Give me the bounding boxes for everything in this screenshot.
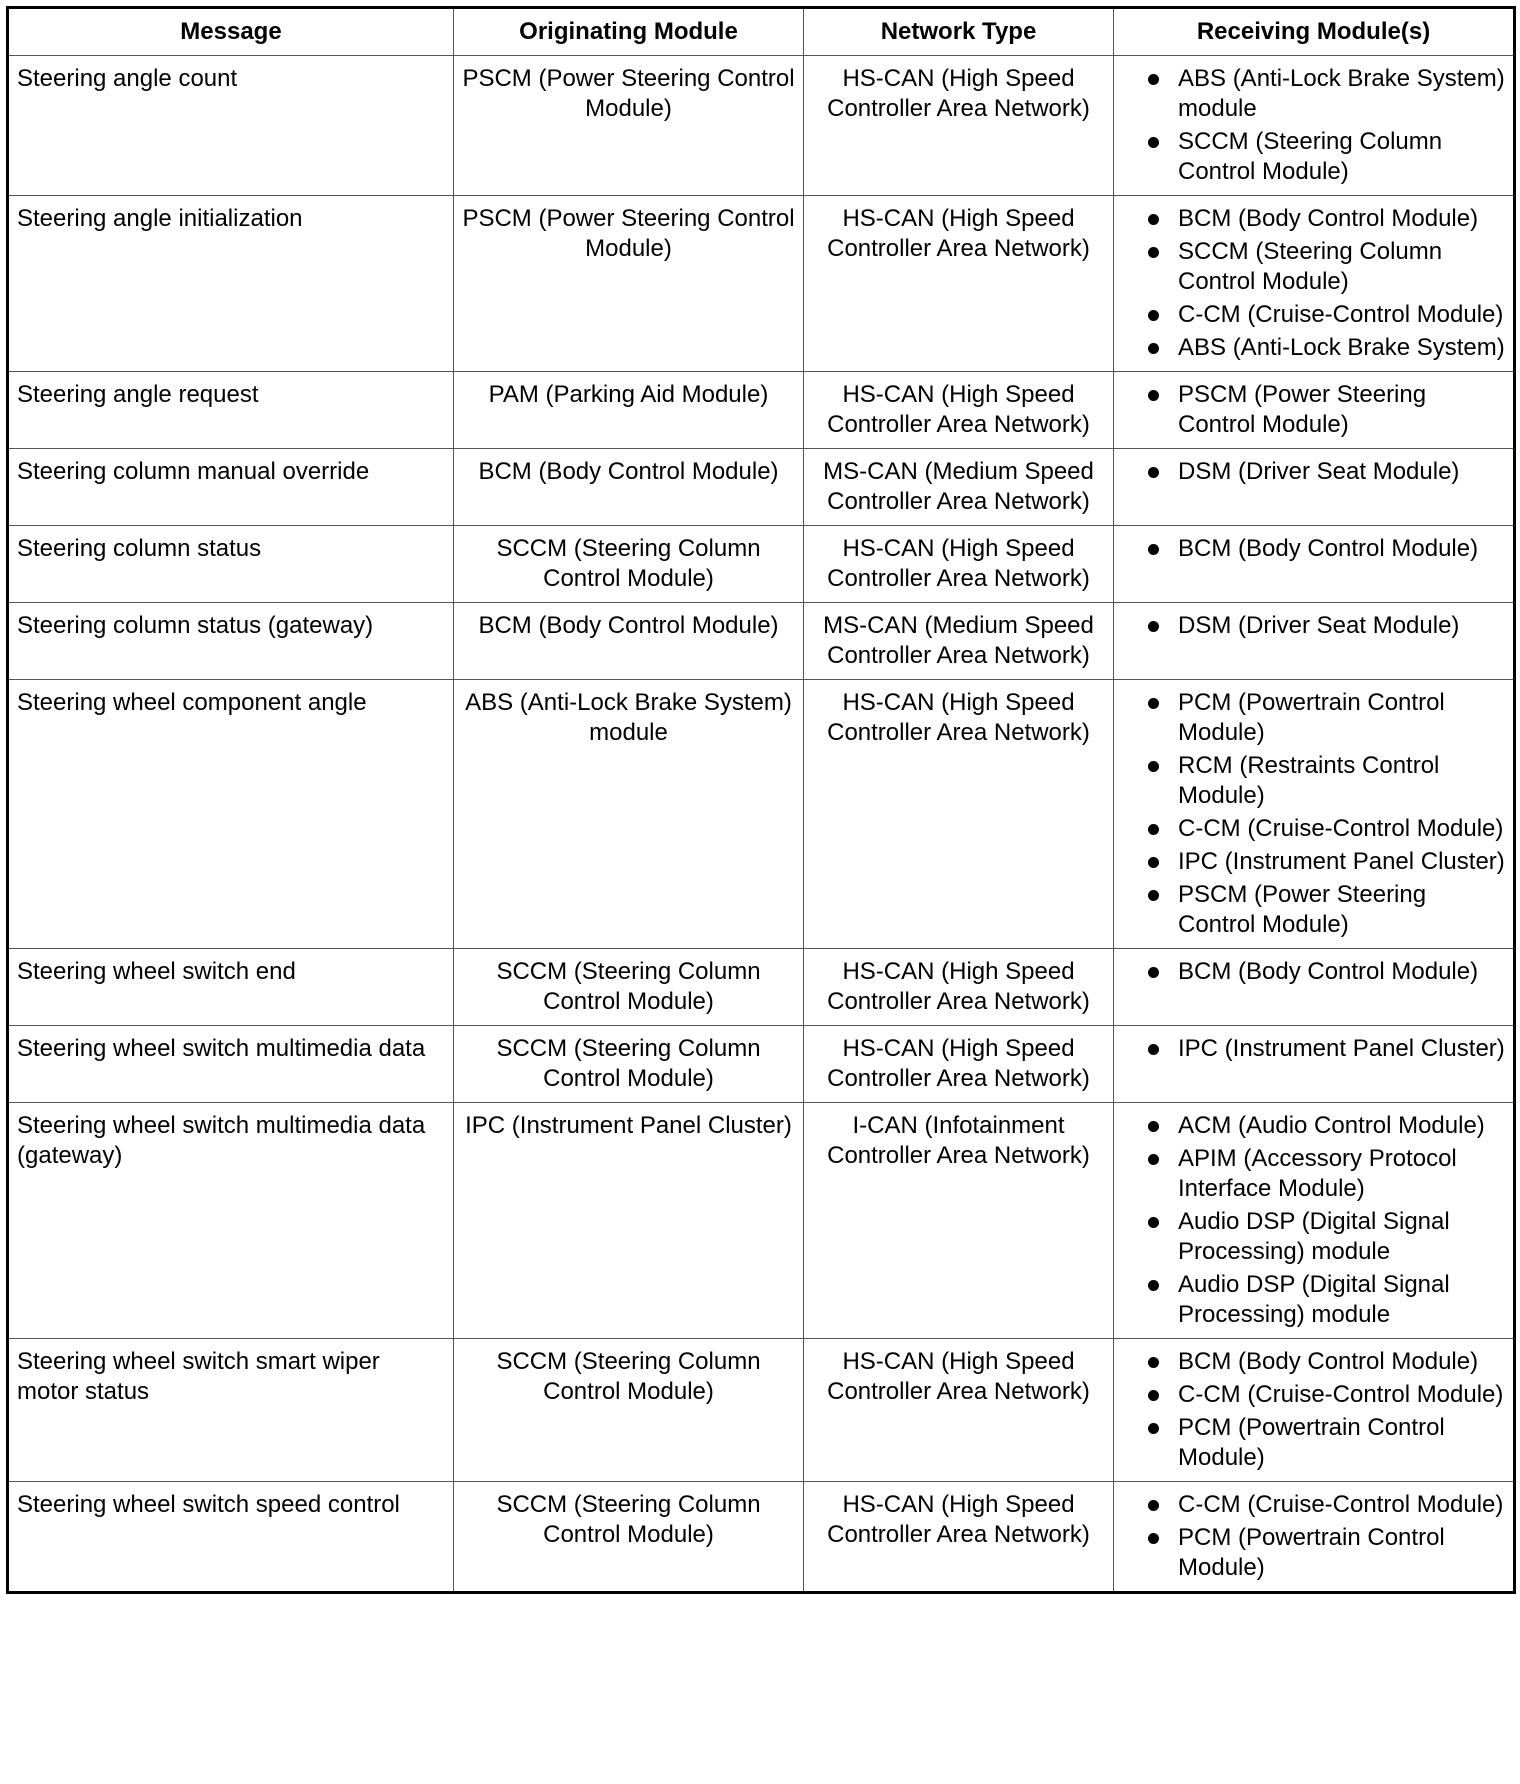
- message-cell: Steering wheel component angle: [8, 680, 454, 949]
- receiving-module-label: PCM (Powertrain Control Module): [1178, 1524, 1445, 1581]
- receiving-module-item: [1122, 751, 1505, 811]
- receiving-module-item: [1122, 457, 1505, 487]
- header-message: Message: [8, 8, 454, 56]
- receiving-modules-cell: [1114, 1482, 1515, 1593]
- message-cell: Steering column status (gateway): [8, 603, 454, 680]
- bullet-icon: [1148, 310, 1159, 321]
- receiving-module-item: [1122, 380, 1505, 440]
- bullet-icon: [1148, 698, 1159, 709]
- message-cell: Steering wheel switch speed control: [8, 1482, 454, 1593]
- originating-module-cell: SCCM (Steering Column Control Module): [454, 1339, 804, 1482]
- table-row: [8, 372, 1515, 449]
- message-cell: Steering wheel switch end: [8, 949, 454, 1026]
- receiving-module-label: ACM (Audio Control Module): [1178, 1112, 1485, 1139]
- table-row: [8, 680, 1515, 949]
- receiving-modules-cell: [1114, 372, 1515, 449]
- bullet-icon: [1148, 1154, 1159, 1165]
- originating-module-cell: PSCM (Power Steering Control Module): [454, 196, 804, 372]
- receiving-module-item: [1122, 204, 1505, 234]
- receiving-module-item: [1122, 1144, 1505, 1204]
- network-type-cell: I-CAN (Infotainment Controller Area Network): [804, 1103, 1114, 1339]
- receiving-modules-cell: [1114, 526, 1515, 603]
- bullet-icon: [1148, 390, 1159, 401]
- receiving-module-list: [1122, 1490, 1505, 1583]
- table-row: [8, 949, 1515, 1026]
- receiving-modules-cell: [1114, 1103, 1515, 1339]
- receiving-modules-cell: [1114, 1339, 1515, 1482]
- receiving-modules-cell: [1114, 603, 1515, 680]
- receiving-module-label: ABS (Anti-Lock Brake System) module: [1178, 65, 1505, 122]
- message-cell: Steering column status: [8, 526, 454, 603]
- receiving-module-label: BCM (Body Control Module): [1178, 535, 1479, 562]
- receiving-module-label: IPC (Instrument Panel Cluster): [1178, 1035, 1505, 1062]
- receiving-module-item: [1122, 688, 1505, 748]
- document-page: [6, 6, 1513, 1594]
- receiving-modules-cell: [1114, 56, 1515, 196]
- bullet-icon: [1148, 1357, 1159, 1368]
- table-row: [8, 526, 1515, 603]
- receiving-modules-cell: [1114, 680, 1515, 949]
- message-cell: Steering wheel switch smart wiper motor status: [8, 1339, 454, 1482]
- bullet-icon: [1148, 74, 1159, 85]
- table-body: [8, 56, 1515, 1593]
- receiving-module-list: [1122, 1347, 1505, 1473]
- receiving-module-label: C-CM (Cruise-Control Module): [1178, 301, 1504, 328]
- receiving-module-item: [1122, 1347, 1505, 1377]
- receiving-modules-cell: [1114, 196, 1515, 372]
- receiving-module-list: [1122, 64, 1505, 187]
- bullet-icon: [1148, 1217, 1159, 1228]
- receiving-module-label: SCCM (Steering Column Control Module): [1178, 238, 1443, 295]
- message-table: [6, 6, 1516, 1594]
- message-cell: Steering wheel switch multimedia data: [8, 1026, 454, 1103]
- network-type-cell: HS-CAN (High Speed Controller Area Network): [804, 1339, 1114, 1482]
- network-type-cell: HS-CAN (High Speed Controller Area Network): [804, 372, 1114, 449]
- receiving-module-label: C-CM (Cruise-Control Module): [1178, 1491, 1504, 1518]
- receiving-module-label: ABS (Anti-Lock Brake System): [1178, 334, 1505, 361]
- originating-module-cell: ABS (Anti-Lock Brake System) module: [454, 680, 804, 949]
- originating-module-cell: BCM (Body Control Module): [454, 603, 804, 680]
- receiving-module-label: C-CM (Cruise-Control Module): [1178, 815, 1504, 842]
- header-receiving-modules: Receiving Module(s): [1114, 8, 1515, 56]
- receiving-modules-cell: [1114, 449, 1515, 526]
- bullet-icon: [1148, 247, 1159, 258]
- message-cell: Steering column manual override: [8, 449, 454, 526]
- bullet-icon: [1148, 544, 1159, 555]
- network-type-cell: HS-CAN (High Speed Controller Area Network): [804, 1482, 1114, 1593]
- receiving-module-label: PSCM (Power Steering Control Module): [1178, 881, 1427, 938]
- receiving-module-item: [1122, 1207, 1505, 1267]
- receiving-module-label: Audio DSP (Digital Signal Processing) module: [1178, 1208, 1450, 1265]
- bullet-icon: [1148, 761, 1159, 772]
- receiving-module-item: [1122, 1490, 1505, 1520]
- bullet-icon: [1148, 967, 1159, 978]
- table-row: [8, 196, 1515, 372]
- receiving-module-item: [1122, 534, 1505, 564]
- network-type-cell: HS-CAN (High Speed Controller Area Network): [804, 680, 1114, 949]
- receiving-module-list: [1122, 457, 1505, 487]
- network-type-cell: MS-CAN (Medium Speed Controller Area Network): [804, 449, 1114, 526]
- receiving-module-item: [1122, 1034, 1505, 1064]
- receiving-module-label: DSM (Driver Seat Module): [1178, 458, 1460, 485]
- receiving-module-label: PSCM (Power Steering Control Module): [1178, 381, 1427, 438]
- bullet-icon: [1148, 1121, 1159, 1132]
- network-type-cell: HS-CAN (High Speed Controller Area Network): [804, 526, 1114, 603]
- receiving-module-item: [1122, 1380, 1505, 1410]
- originating-module-cell: SCCM (Steering Column Control Module): [454, 1026, 804, 1103]
- message-cell: Steering angle request: [8, 372, 454, 449]
- network-type-cell: HS-CAN (High Speed Controller Area Network): [804, 56, 1114, 196]
- receiving-module-list: [1122, 534, 1505, 564]
- receiving-module-item: [1122, 1111, 1505, 1141]
- originating-module-cell: SCCM (Steering Column Control Module): [454, 949, 804, 1026]
- receiving-module-list: [1122, 1111, 1505, 1330]
- originating-module-cell: IPC (Instrument Panel Cluster): [454, 1103, 804, 1339]
- originating-module-cell: BCM (Body Control Module): [454, 449, 804, 526]
- table-row: [8, 449, 1515, 526]
- table-row: [8, 1339, 1515, 1482]
- network-type-cell: MS-CAN (Medium Speed Controller Area Network): [804, 603, 1114, 680]
- receiving-module-item: [1122, 333, 1505, 363]
- bullet-icon: [1148, 1500, 1159, 1511]
- receiving-module-label: BCM (Body Control Module): [1178, 958, 1479, 985]
- table-row: [8, 1026, 1515, 1103]
- bullet-icon: [1148, 137, 1159, 148]
- receiving-module-label: IPC (Instrument Panel Cluster): [1178, 848, 1505, 875]
- table-row: [8, 1103, 1515, 1339]
- receiving-module-item: [1122, 300, 1505, 330]
- receiving-module-item: [1122, 127, 1505, 187]
- originating-module-cell: SCCM (Steering Column Control Module): [454, 1482, 804, 1593]
- header-row: [8, 8, 1515, 56]
- bullet-icon: [1148, 621, 1159, 632]
- receiving-module-item: [1122, 611, 1505, 641]
- receiving-module-label: PCM (Powertrain Control Module): [1178, 1414, 1445, 1471]
- receiving-module-item: [1122, 64, 1505, 124]
- network-type-cell: HS-CAN (High Speed Controller Area Network): [804, 949, 1114, 1026]
- receiving-module-list: [1122, 1034, 1505, 1064]
- bullet-icon: [1148, 1390, 1159, 1401]
- receiving-modules-cell: [1114, 949, 1515, 1026]
- receiving-module-label: C-CM (Cruise-Control Module): [1178, 1381, 1504, 1408]
- receiving-module-list: [1122, 204, 1505, 363]
- receiving-module-label: BCM (Body Control Module): [1178, 1348, 1479, 1375]
- originating-module-cell: PSCM (Power Steering Control Module): [454, 56, 804, 196]
- receiving-module-item: [1122, 814, 1505, 844]
- bullet-icon: [1148, 343, 1159, 354]
- bullet-icon: [1148, 857, 1159, 868]
- receiving-module-label: Audio DSP (Digital Signal Processing) module: [1178, 1271, 1450, 1328]
- table-row: [8, 1482, 1515, 1593]
- receiving-module-item: [1122, 1413, 1505, 1473]
- bullet-icon: [1148, 1423, 1159, 1434]
- receiving-module-label: BCM (Body Control Module): [1178, 205, 1479, 232]
- originating-module-cell: SCCM (Steering Column Control Module): [454, 526, 804, 603]
- bullet-icon: [1148, 1533, 1159, 1544]
- receiving-module-item: [1122, 880, 1505, 940]
- originating-module-cell: PAM (Parking Aid Module): [454, 372, 804, 449]
- receiving-module-item: [1122, 1523, 1505, 1583]
- receiving-module-item: [1122, 957, 1505, 987]
- message-cell: Steering angle count: [8, 56, 454, 196]
- receiving-module-item: [1122, 847, 1505, 877]
- table-row: [8, 603, 1515, 680]
- network-type-cell: HS-CAN (High Speed Controller Area Network): [804, 196, 1114, 372]
- message-cell: Steering angle initialization: [8, 196, 454, 372]
- receiving-module-label: DSM (Driver Seat Module): [1178, 612, 1460, 639]
- receiving-module-list: [1122, 611, 1505, 641]
- receiving-module-label: APIM (Accessory Protocol Interface Module): [1178, 1145, 1457, 1202]
- receiving-module-label: SCCM (Steering Column Control Module): [1178, 128, 1443, 185]
- bullet-icon: [1148, 467, 1159, 478]
- receiving-module-label: RCM (Restraints Control Module): [1178, 752, 1440, 809]
- receiving-module-item: [1122, 1270, 1505, 1330]
- bullet-icon: [1148, 1280, 1159, 1291]
- message-cell: Steering wheel switch multimedia data (gateway): [8, 1103, 454, 1339]
- header-originating-module: Originating Module: [454, 8, 804, 56]
- receiving-module-label: PCM (Powertrain Control Module): [1178, 689, 1445, 746]
- bullet-icon: [1148, 890, 1159, 901]
- bullet-icon: [1148, 214, 1159, 225]
- receiving-module-list: [1122, 957, 1505, 987]
- bullet-icon: [1148, 824, 1159, 835]
- table-row: [8, 56, 1515, 196]
- receiving-module-list: [1122, 688, 1505, 940]
- bullet-icon: [1148, 1044, 1159, 1055]
- header-network-type: Network Type: [804, 8, 1114, 56]
- receiving-module-item: [1122, 237, 1505, 297]
- network-type-cell: HS-CAN (High Speed Controller Area Network): [804, 1026, 1114, 1103]
- receiving-module-list: [1122, 380, 1505, 440]
- receiving-modules-cell: [1114, 1026, 1515, 1103]
